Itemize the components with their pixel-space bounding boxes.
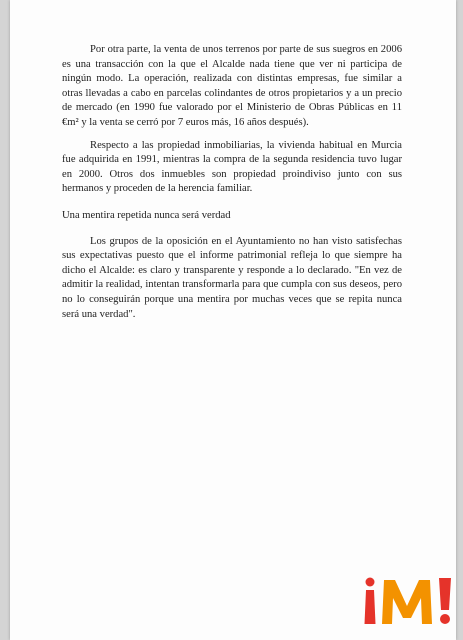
paragraph-land-sale: Por otra parte, la venta de unos terrenos por parte de sus suegros en 2006 es una transacción con la que el Alcalde nada tiene que ver ni participa de ningún modo. La operación, realizada con distintas empresas, fue similar a otras llevadas a cabo en parcelas colindantes de otros propietarios y a un precio de mercado (en 1990 fue valorado por el Ministerio de Obras Públicas en 11 €m² y la venta se cerró por 7 euros más, 16 años después).: [62, 44, 402, 128]
section-heading: Una mentira repetida nunca será verdad: [62, 209, 231, 221]
paragraph-property: Respecto a las propiedad inmobiliarias, la vivienda habitual en Murcia fue adquirida en 1991, mientras la compra de la segunda residencia tuvo lugar en 2000. Otros dos inmuebles son propiedad proindiviso junto con sus hermanos y proceden de la herencia familiar.: [62, 139, 402, 195]
party-logo: [360, 576, 456, 626]
document-body: [62, 43, 402, 330]
logo-mark: [365, 578, 452, 625]
paragraph-opposition: Los grupos de la oposición en el Ayuntamiento no han visto satisfechas sus expectativas puesto que el informe patrimonial refleja lo que siempre ha dicho el Alcalde: es claro y transparente y responde a lo declarado. "En vez de admitir la realidad, intentan transformarla para que cumpla con sus deseos, pero no lo conseguirán porque una mentira por muchas veces que se repita nunca será una verdad".: [62, 235, 402, 320]
document-page: [10, 0, 456, 640]
